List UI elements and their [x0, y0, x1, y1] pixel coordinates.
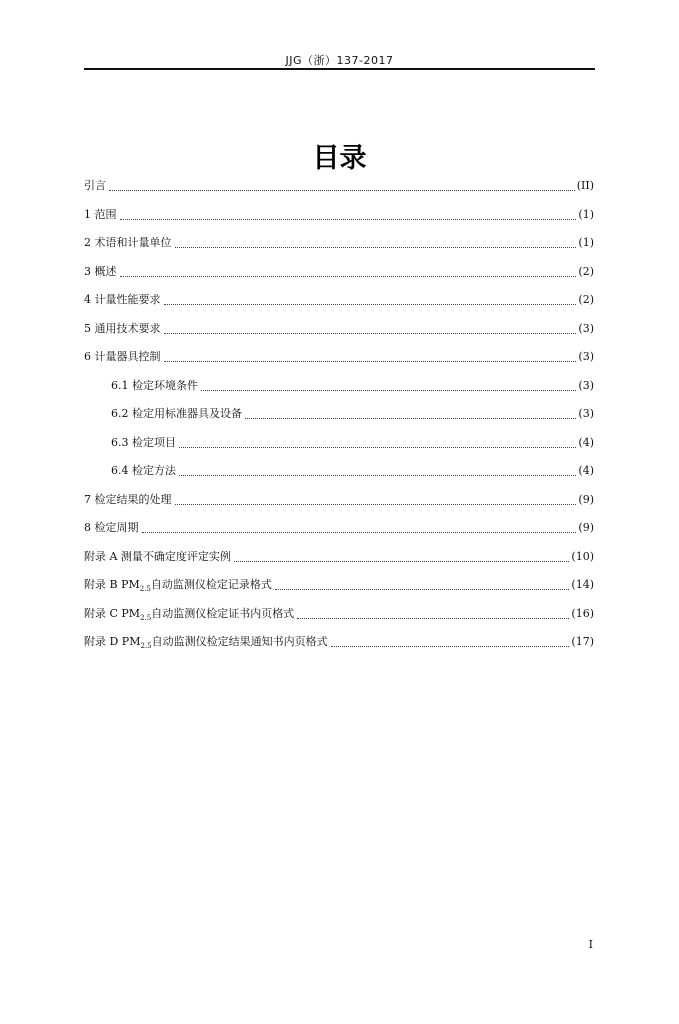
toc-subentry[interactable] [111, 378, 594, 394]
toc-entry[interactable] [84, 606, 594, 622]
toc-entry-page: (17) [571, 635, 594, 648]
toc-leader-dots [109, 189, 575, 191]
toc-entry-label: 1 范围 [84, 208, 117, 221]
toc-leader-dots [179, 446, 576, 448]
toc-leader-dots [164, 360, 577, 362]
toc-leader-dots [275, 588, 570, 590]
toc-leader-dots [201, 389, 576, 391]
running-header: JJG（浙）137-2017 [285, 54, 394, 67]
toc-leader-dots [164, 332, 577, 334]
toc-leader-dots [245, 417, 576, 419]
toc-entry-page: (3) [578, 322, 594, 335]
toc-entry-label: 6.1 检定环境条件 [111, 379, 198, 392]
toc-entry-label: 7 检定结果的处理 [84, 493, 172, 506]
toc-entry[interactable] [84, 349, 594, 365]
toc-entry-label [84, 606, 295, 622]
toc-leader-dots [164, 303, 577, 305]
toc-entry-page: (9) [578, 493, 594, 506]
toc-entry[interactable] [84, 235, 594, 251]
toc-leader-dots [179, 474, 576, 476]
toc-entry-label [84, 577, 273, 593]
toc-leader-dots [142, 531, 577, 533]
toc-leader-dots [297, 617, 569, 619]
toc-entry-page: (3) [578, 407, 594, 420]
toc-entry-label: 8 检定周期 [84, 521, 139, 534]
page-title: 目录 [312, 143, 367, 174]
toc-entry-label: 6.2 检定用标准器具及设备 [111, 407, 242, 420]
toc-subentry[interactable] [111, 435, 594, 451]
toc-label-suffix: 自动监测仪检定记录格式 [150, 578, 272, 591]
header-rule [84, 68, 595, 70]
toc-entry-label: 6 计量器具控制 [84, 350, 161, 363]
toc-entry-page: (9) [578, 521, 594, 534]
toc-leader-dots [120, 218, 577, 220]
toc-entry[interactable] [84, 577, 594, 593]
toc-entry[interactable] [84, 634, 594, 650]
toc-entry-page: (4) [578, 464, 594, 477]
toc-entry-page: (10) [571, 550, 594, 563]
toc-entry-page: (14) [571, 578, 594, 591]
toc-entry-label: 3 概述 [84, 265, 117, 278]
toc-entry-label: 引言 [84, 179, 106, 192]
toc-entry[interactable] [84, 264, 594, 280]
toc-label-subscript: 2.5 [140, 614, 152, 623]
toc-entry-label: 附录 A 测量不确定度评定实例 [84, 550, 231, 563]
toc-entry-label: 5 通用技术要求 [84, 322, 161, 335]
toc-entry[interactable] [84, 549, 594, 565]
toc-label-subscript: 2.5 [140, 642, 152, 651]
toc-label-subscript: 2.5 [139, 585, 151, 594]
toc-leader-dots [234, 560, 569, 562]
toc-entry-label [84, 634, 329, 650]
toc-label-suffix: 自动监测仪检定证书内页格式 [151, 607, 295, 620]
toc-entry[interactable] [84, 321, 594, 337]
toc-leader-dots [120, 275, 577, 277]
toc-entry-page: (1) [578, 208, 594, 221]
toc-entry[interactable] [84, 178, 594, 194]
toc-subentry[interactable] [111, 406, 594, 422]
toc-leader-dots [175, 246, 577, 248]
toc-entry-page: (1) [578, 236, 594, 249]
toc-entry-page: (2) [578, 265, 594, 278]
toc-leader-dots [331, 645, 570, 647]
toc-entry-page: (16) [571, 607, 594, 620]
toc-entry[interactable] [84, 492, 594, 508]
toc-entry-label: 6.3 检定项目 [111, 436, 176, 449]
toc-label-prefix: 附录 C PM [84, 607, 141, 620]
toc-label-suffix: 自动监测仪检定结果通知书内页格式 [151, 635, 328, 648]
toc-entry-label: 2 术语和计量单位 [84, 236, 172, 249]
toc-leader-dots [175, 503, 577, 505]
toc-entry-page: (3) [578, 350, 594, 363]
toc-entry[interactable] [84, 207, 594, 223]
footer-page-number: I [588, 938, 593, 951]
toc-entry-page: (3) [578, 379, 594, 392]
toc-entry-page: (II) [576, 179, 594, 192]
toc-entry-page: (2) [578, 293, 594, 306]
toc-entry-page: (4) [578, 436, 594, 449]
toc-label-prefix: 附录 D PM [84, 635, 141, 648]
toc-entry-label: 6.4 检定方法 [111, 464, 176, 477]
toc-subentry[interactable] [111, 463, 594, 479]
toc-entry[interactable] [84, 292, 594, 308]
toc-label-prefix: 附录 B PM [84, 578, 140, 591]
toc-entry[interactable] [84, 520, 594, 536]
toc-entry-label: 4 计量性能要求 [84, 293, 161, 306]
